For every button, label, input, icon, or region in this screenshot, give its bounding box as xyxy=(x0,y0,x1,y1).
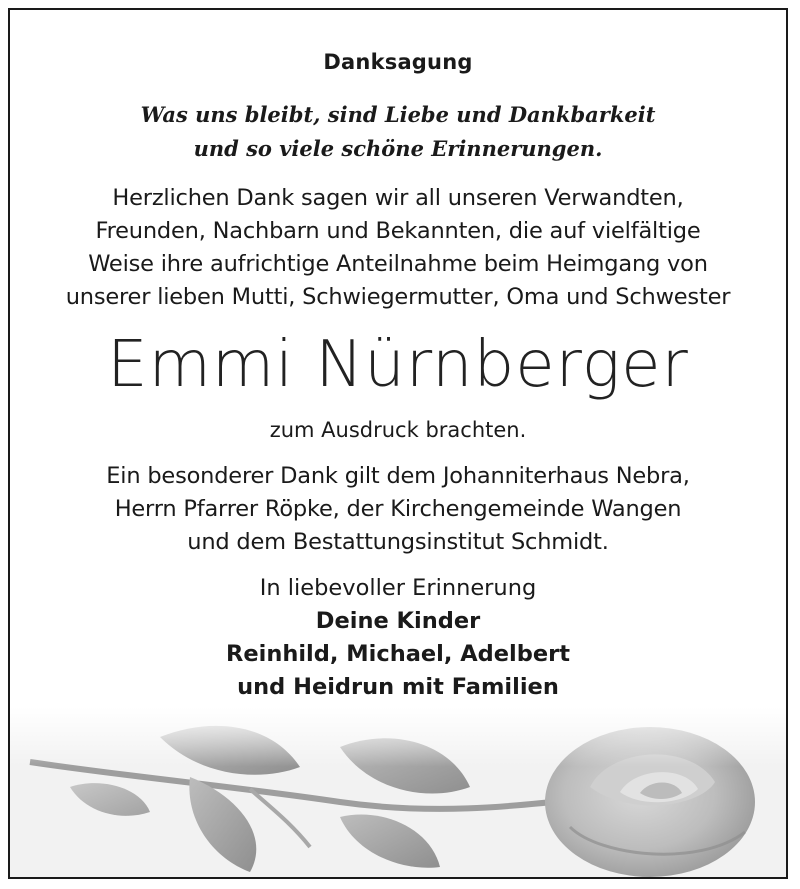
quote-block xyxy=(10,98,786,166)
quote-line: Was uns bleibt, sind Liebe und Dankbarkeit xyxy=(140,102,656,127)
special-thanks-line: Ein besonderer Dank gilt dem Johanniterhaus Nebra, xyxy=(106,463,690,489)
special-thanks-line: und dem Bestattungsinstitut Schmidt. xyxy=(187,529,609,555)
signature-line: Deine Kinder xyxy=(315,608,481,634)
special-thanks-line: Herrn Pfarrer Röpke, der Kirchengemeinde Wangen xyxy=(114,496,682,522)
signature-line: Reinhild, Michael, Adelbert xyxy=(226,641,570,667)
expression-line: zum Ausdruck brachten. xyxy=(269,418,527,442)
special-thanks-paragraph xyxy=(10,460,786,559)
notice-frame xyxy=(8,8,788,879)
rose-decoration xyxy=(10,707,786,877)
deceased-name: Emmi Nürnberger xyxy=(107,328,689,402)
intro-line: unserer lieben Mutti, Schwiegermutter, Oma und Schwester xyxy=(65,284,731,310)
notice-title: Danksagung xyxy=(323,50,473,74)
intro-line: Weise ihre aufrichtige Anteilnahme beim Heimgang von xyxy=(88,251,708,277)
intro-paragraph xyxy=(10,182,786,314)
closing-intro: In liebevoller Erinnerung xyxy=(259,575,537,601)
intro-line: Freunden, Nachbarn und Bekannten, die auf vielfältige xyxy=(95,218,701,244)
signature-line: und Heidrun mit Familien xyxy=(237,674,559,700)
quote-line: und so viele schöne Erinnerungen. xyxy=(193,136,603,161)
intro-line: Herzlichen Dank sagen wir all unseren Verwandten, xyxy=(112,185,684,211)
